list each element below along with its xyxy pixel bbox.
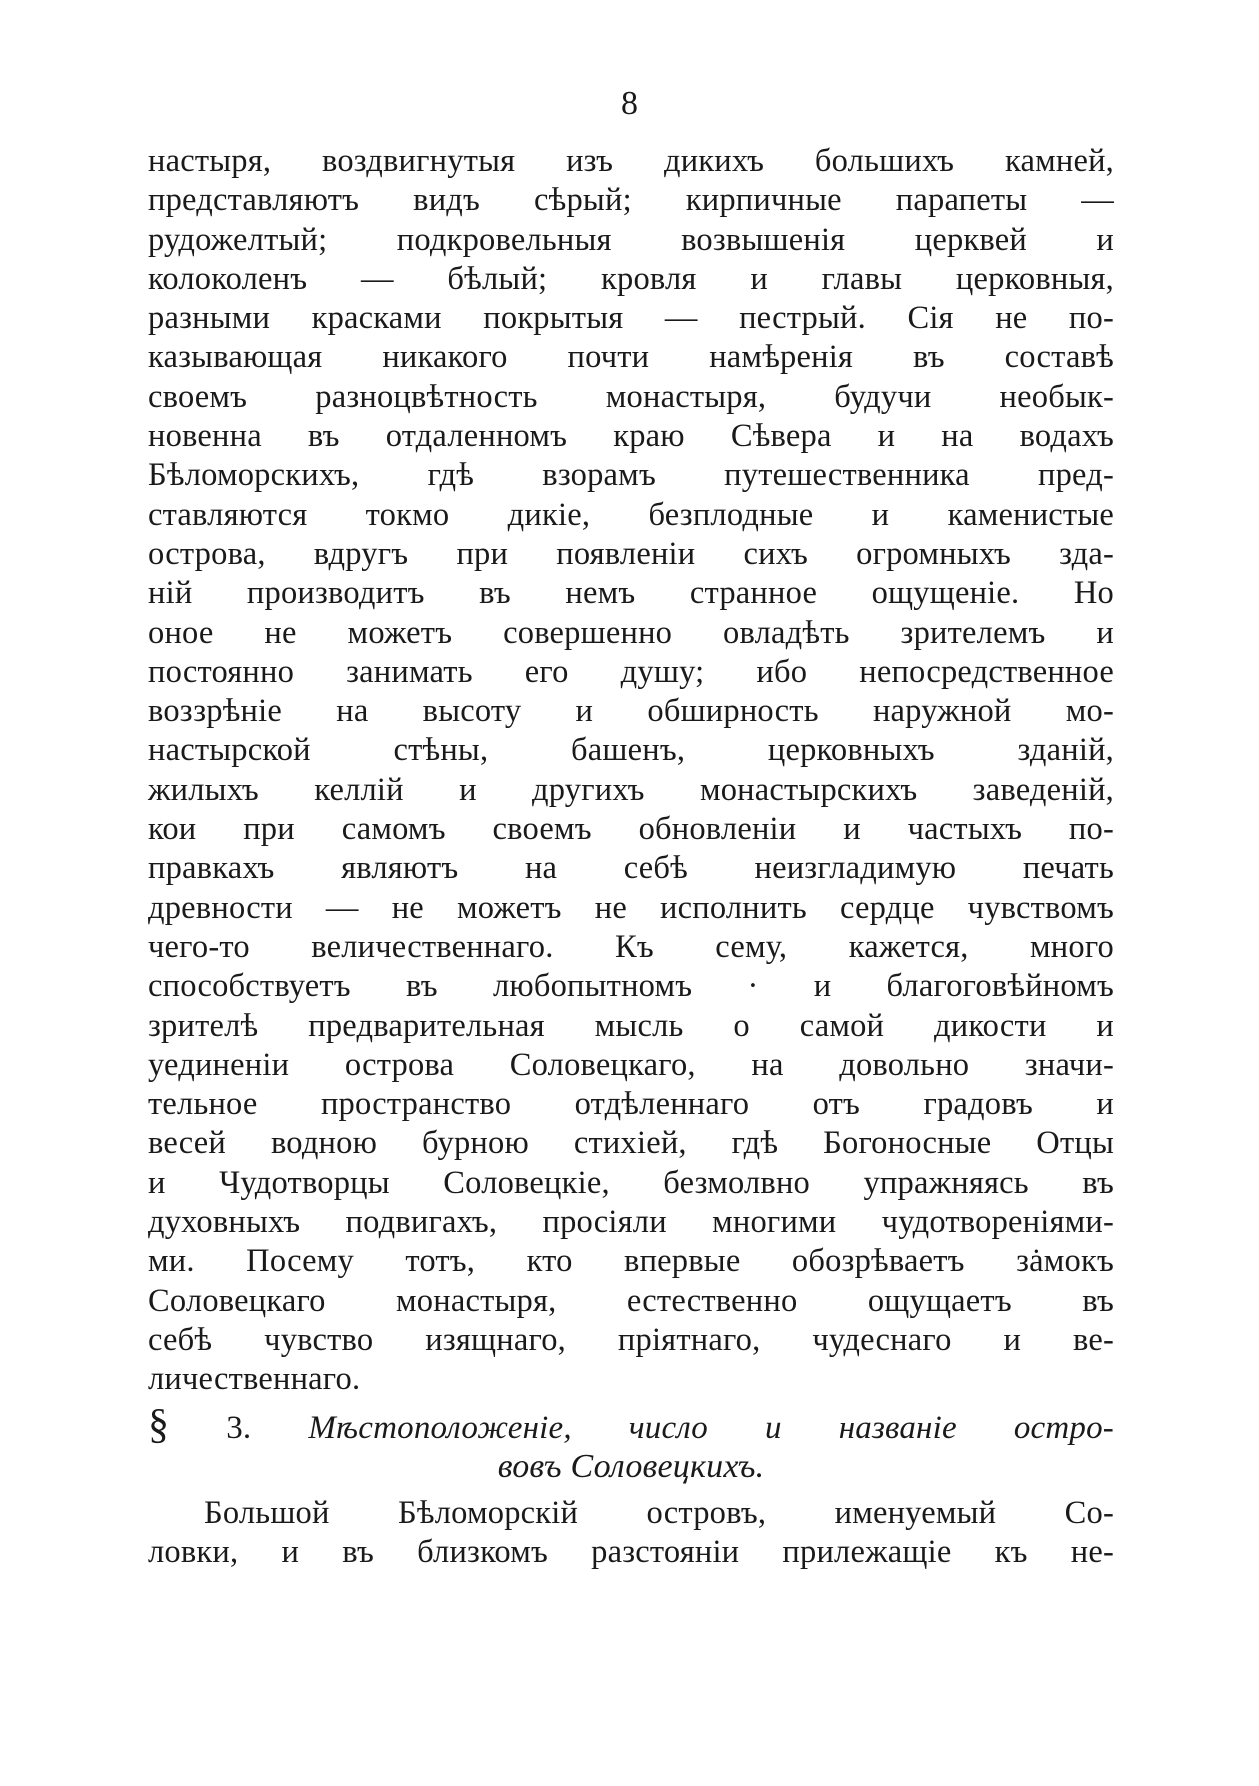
text-line: разными красками покрытыя — пестрый. Сія не по- [148,300,1114,337]
text-line: Соловецкаго монастыря, естественно ощущаетъ въ [148,1282,1114,1319]
text-line: представляютъ видъ сѣрый; кирпичные парапеты — [148,182,1114,219]
section-title-part-1: Мѣстоположеніе, число и названіе остро- [308,1409,1114,1446]
text-line: своемъ разноцвѣтность монастыря, будучи необык- [148,378,1114,415]
text-line: Большой Бѣломорскій островъ, именуемый Со- [204,1494,1114,1531]
text-line: ми. Посему тотъ, кто впервые обозрѣваетъ зȧмокъ [148,1243,1114,1280]
text-line: зрителѣ предварительная мысль о самой дикости и [148,1007,1114,1044]
text-line: кои при самомъ своемъ обновленіи и частыхъ по- [148,811,1114,848]
text-line: себѣ чувство изящнаго, пріятнаго, чудеснаго и ве- [148,1321,1114,1358]
section-title-part-2: вовъ Соловецкихъ. [497,1447,765,1485]
section-heading [148,1401,1114,1488]
text-line: настырской стѣны, башенъ, церковныхъ зданій, [148,732,1114,769]
text-line: древности — не можетъ не исполнить сердце чувствомъ [148,889,1114,926]
text-line: постоянно занимать его душу; ибо непосредственное [148,653,1114,690]
text-line: рудожелтый; подкровельныя возвышенія церквей и [148,221,1114,258]
text-line: новенна въ отдаленномъ краю Сѣвера и на водахъ [148,418,1114,455]
text-line: уединеніи острова Соловецкаго, на довольно значи- [148,1046,1114,1083]
text-line: весей водною бурною стихіей, гдѣ Богоносные Отцы [148,1125,1114,1162]
text-line: чего-то величественнаго. Къ сему, кажется, много [148,928,1114,965]
text-line: Бѣломорскихъ, гдѣ взорамъ путешественника пред- [148,457,1114,494]
text-line: острова, вдругъ при появленіи сихъ огромныхъ зда- [148,535,1114,572]
text-line: ловки, и въ близкомъ разстояніи прилежащіе къ не- [148,1533,1114,1570]
paragraph-continuation [148,142,1114,1400]
text-line: и Чудотворцы Соловецкіе, безмолвно упражняясь въ [148,1164,1114,1201]
text-line: личественнаго. [148,1361,361,1398]
text-line: способствуетъ въ любопытномъ · и благоговѣйномъ [148,968,1114,1005]
text-line: колоколенъ — бѣлый; кровля и главы церковныя, [148,260,1114,297]
text-line: ставляются токмо дикіе, безплодные и каменистые [148,496,1114,533]
section-heading-line-1 [148,1401,1114,1448]
text-line: жилыхъ келлій и другихъ монастырскихъ заведеній, [148,771,1114,808]
text-line: казывающая никакого почти намѣренія въ составѣ [148,339,1114,376]
paragraph [148,1494,1114,1573]
text-line: ній производитъ въ немъ странное ощущеніе. Но [148,575,1114,612]
text-line: духовныхъ подвигахъ, просіяли многими чудотвореніями- [148,1204,1114,1241]
text-line: оное не можетъ совершенно овладѣть зрителемъ и [148,614,1114,651]
text-line: настыря, воздвигнутыя изъ дикихъ большихъ камней, [148,143,1114,179]
section-number: 3. [226,1409,252,1446]
section-sign: § [148,1401,170,1448]
page-text [148,142,1114,1572]
text-line: правкахъ являютъ на себѣ неизгладимую печать [148,850,1114,887]
text-line: воззрѣніе на высоту и обширность наружной мо- [148,693,1114,730]
text-line: тельное пространство отдѣленнаго отъ градовъ и [148,1086,1114,1123]
page-number: 8 [621,85,638,122]
